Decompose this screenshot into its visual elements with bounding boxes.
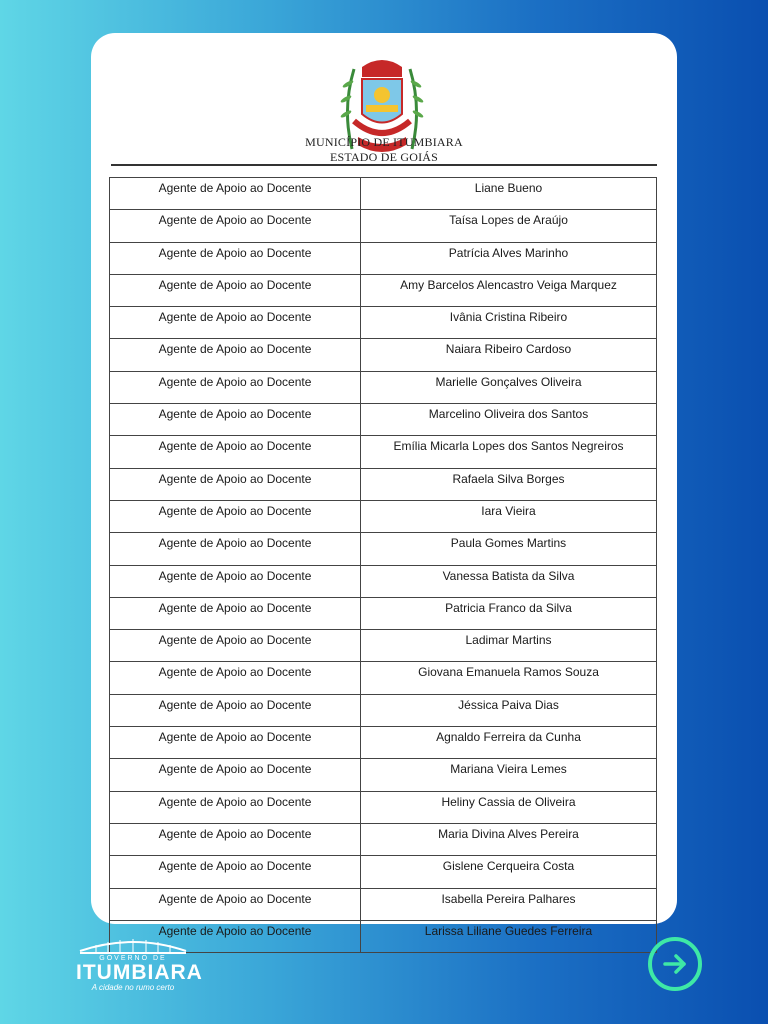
name-cell: Marielle Gonçalves Oliveira <box>361 371 657 403</box>
table-row <box>110 274 657 306</box>
name-cell: Rafaela Silva Borges <box>361 468 657 500</box>
role-cell: Agente de Apoio ao Docente <box>110 436 361 468</box>
name-cell: Larissa Liliane Guedes Ferreira <box>361 920 657 952</box>
role-cell: Agente de Apoio ao Docente <box>110 920 361 952</box>
role-cell: Agente de Apoio ao Docente <box>110 662 361 694</box>
name-cell: Ladimar Martins <box>361 630 657 662</box>
header-divider <box>111 164 657 166</box>
table-row <box>110 565 657 597</box>
table-row <box>110 468 657 500</box>
name-cell: Mariana Vieira Lemes <box>361 759 657 791</box>
table-row <box>110 662 657 694</box>
role-cell: Agente de Apoio ao Docente <box>110 210 361 242</box>
name-cell: Liane Bueno <box>361 178 657 210</box>
logo-city-name: ITUMBIARA <box>76 961 203 984</box>
name-cell: Marcelino Oliveira dos Santos <box>361 404 657 436</box>
name-cell: Agnaldo Ferreira da Cunha <box>361 727 657 759</box>
table-row <box>110 178 657 210</box>
table-row <box>110 404 657 436</box>
role-cell: Agente de Apoio ao Docente <box>110 791 361 823</box>
role-cell: Agente de Apoio ao Docente <box>110 404 361 436</box>
name-cell: Amy Barcelos Alencastro Veiga Marquez <box>361 274 657 306</box>
table-row <box>110 500 657 532</box>
role-cell: Agente de Apoio ao Docente <box>110 888 361 920</box>
document-header <box>91 33 677 198</box>
role-cell: Agente de Apoio ao Docente <box>110 533 361 565</box>
role-cell: Agente de Apoio ao Docente <box>110 242 361 274</box>
table-row <box>110 242 657 274</box>
logo-tagline: A cidade no rumo certo <box>91 983 175 992</box>
name-cell: Ivânia Cristina Ribeiro <box>361 307 657 339</box>
role-cell: Agente de Apoio ao Docente <box>110 565 361 597</box>
table-row <box>110 210 657 242</box>
role-cell: Agente de Apoio ao Docente <box>110 307 361 339</box>
itumbiara-logo <box>76 937 203 995</box>
role-cell: Agente de Apoio ao Docente <box>110 500 361 532</box>
name-cell: Patricia Franco da Silva <box>361 597 657 629</box>
name-cell: Iara Vieira <box>361 500 657 532</box>
table-row <box>110 371 657 403</box>
role-cell: Agente de Apoio ao Docente <box>110 339 361 371</box>
table-row <box>110 888 657 920</box>
name-cell: Heliny Cassia de Oliveira <box>361 791 657 823</box>
role-cell: Agente de Apoio ao Docente <box>110 694 361 726</box>
role-cell: Agente de Apoio ao Docente <box>110 856 361 888</box>
role-cell: Agente de Apoio ao Docente <box>110 630 361 662</box>
role-cell: Agente de Apoio ao Docente <box>110 727 361 759</box>
table-row <box>110 630 657 662</box>
role-cell: Agente de Apoio ao Docente <box>110 597 361 629</box>
name-cell: Taísa Lopes de Araújo <box>361 210 657 242</box>
table-row <box>110 856 657 888</box>
name-cell: Naiara Ribeiro Cardoso <box>361 339 657 371</box>
name-cell: Maria Divina Alves Pereira <box>361 823 657 855</box>
name-cell: Giovana Emanuela Ramos Souza <box>361 662 657 694</box>
municipality-name: MUNICÍPIO DE ITUMBIARA <box>305 135 463 149</box>
role-cell: Agente de Apoio ao Docente <box>110 274 361 306</box>
name-cell: Paula Gomes Martins <box>361 533 657 565</box>
name-cell: Isabella Pereira Palhares <box>361 888 657 920</box>
name-cell: Emília Micarla Lopes dos Santos Negreiros <box>361 436 657 468</box>
table-row <box>110 823 657 855</box>
table-row <box>110 694 657 726</box>
name-cell: Patrícia Alves Marinho <box>361 242 657 274</box>
table-row <box>110 791 657 823</box>
logo-government-text: GOVERNO DE <box>99 955 167 962</box>
table-row <box>110 759 657 791</box>
name-cell: Jéssica Paiva Dias <box>361 694 657 726</box>
role-cell: Agente de Apoio ao Docente <box>110 178 361 210</box>
document-card <box>91 33 677 938</box>
table-row <box>110 436 657 468</box>
table-row <box>110 533 657 565</box>
table-row <box>110 307 657 339</box>
table-row <box>110 339 657 371</box>
table-row <box>110 920 657 952</box>
name-cell: Vanessa Batista da Silva <box>361 565 657 597</box>
name-cell: Gislene Cerqueira Costa <box>361 856 657 888</box>
role-cell: Agente de Apoio ao Docente <box>110 371 361 403</box>
table-row <box>110 727 657 759</box>
role-cell: Agente de Apoio ao Docente <box>110 823 361 855</box>
table-row <box>110 597 657 629</box>
arrow-right-icon <box>661 950 689 978</box>
next-button[interactable] <box>648 937 702 991</box>
state-name: ESTADO DE GOIÁS <box>329 150 439 164</box>
staff-table <box>109 177 657 953</box>
role-cell: Agente de Apoio ao Docente <box>110 468 361 500</box>
role-cell: Agente de Apoio ao Docente <box>110 759 361 791</box>
